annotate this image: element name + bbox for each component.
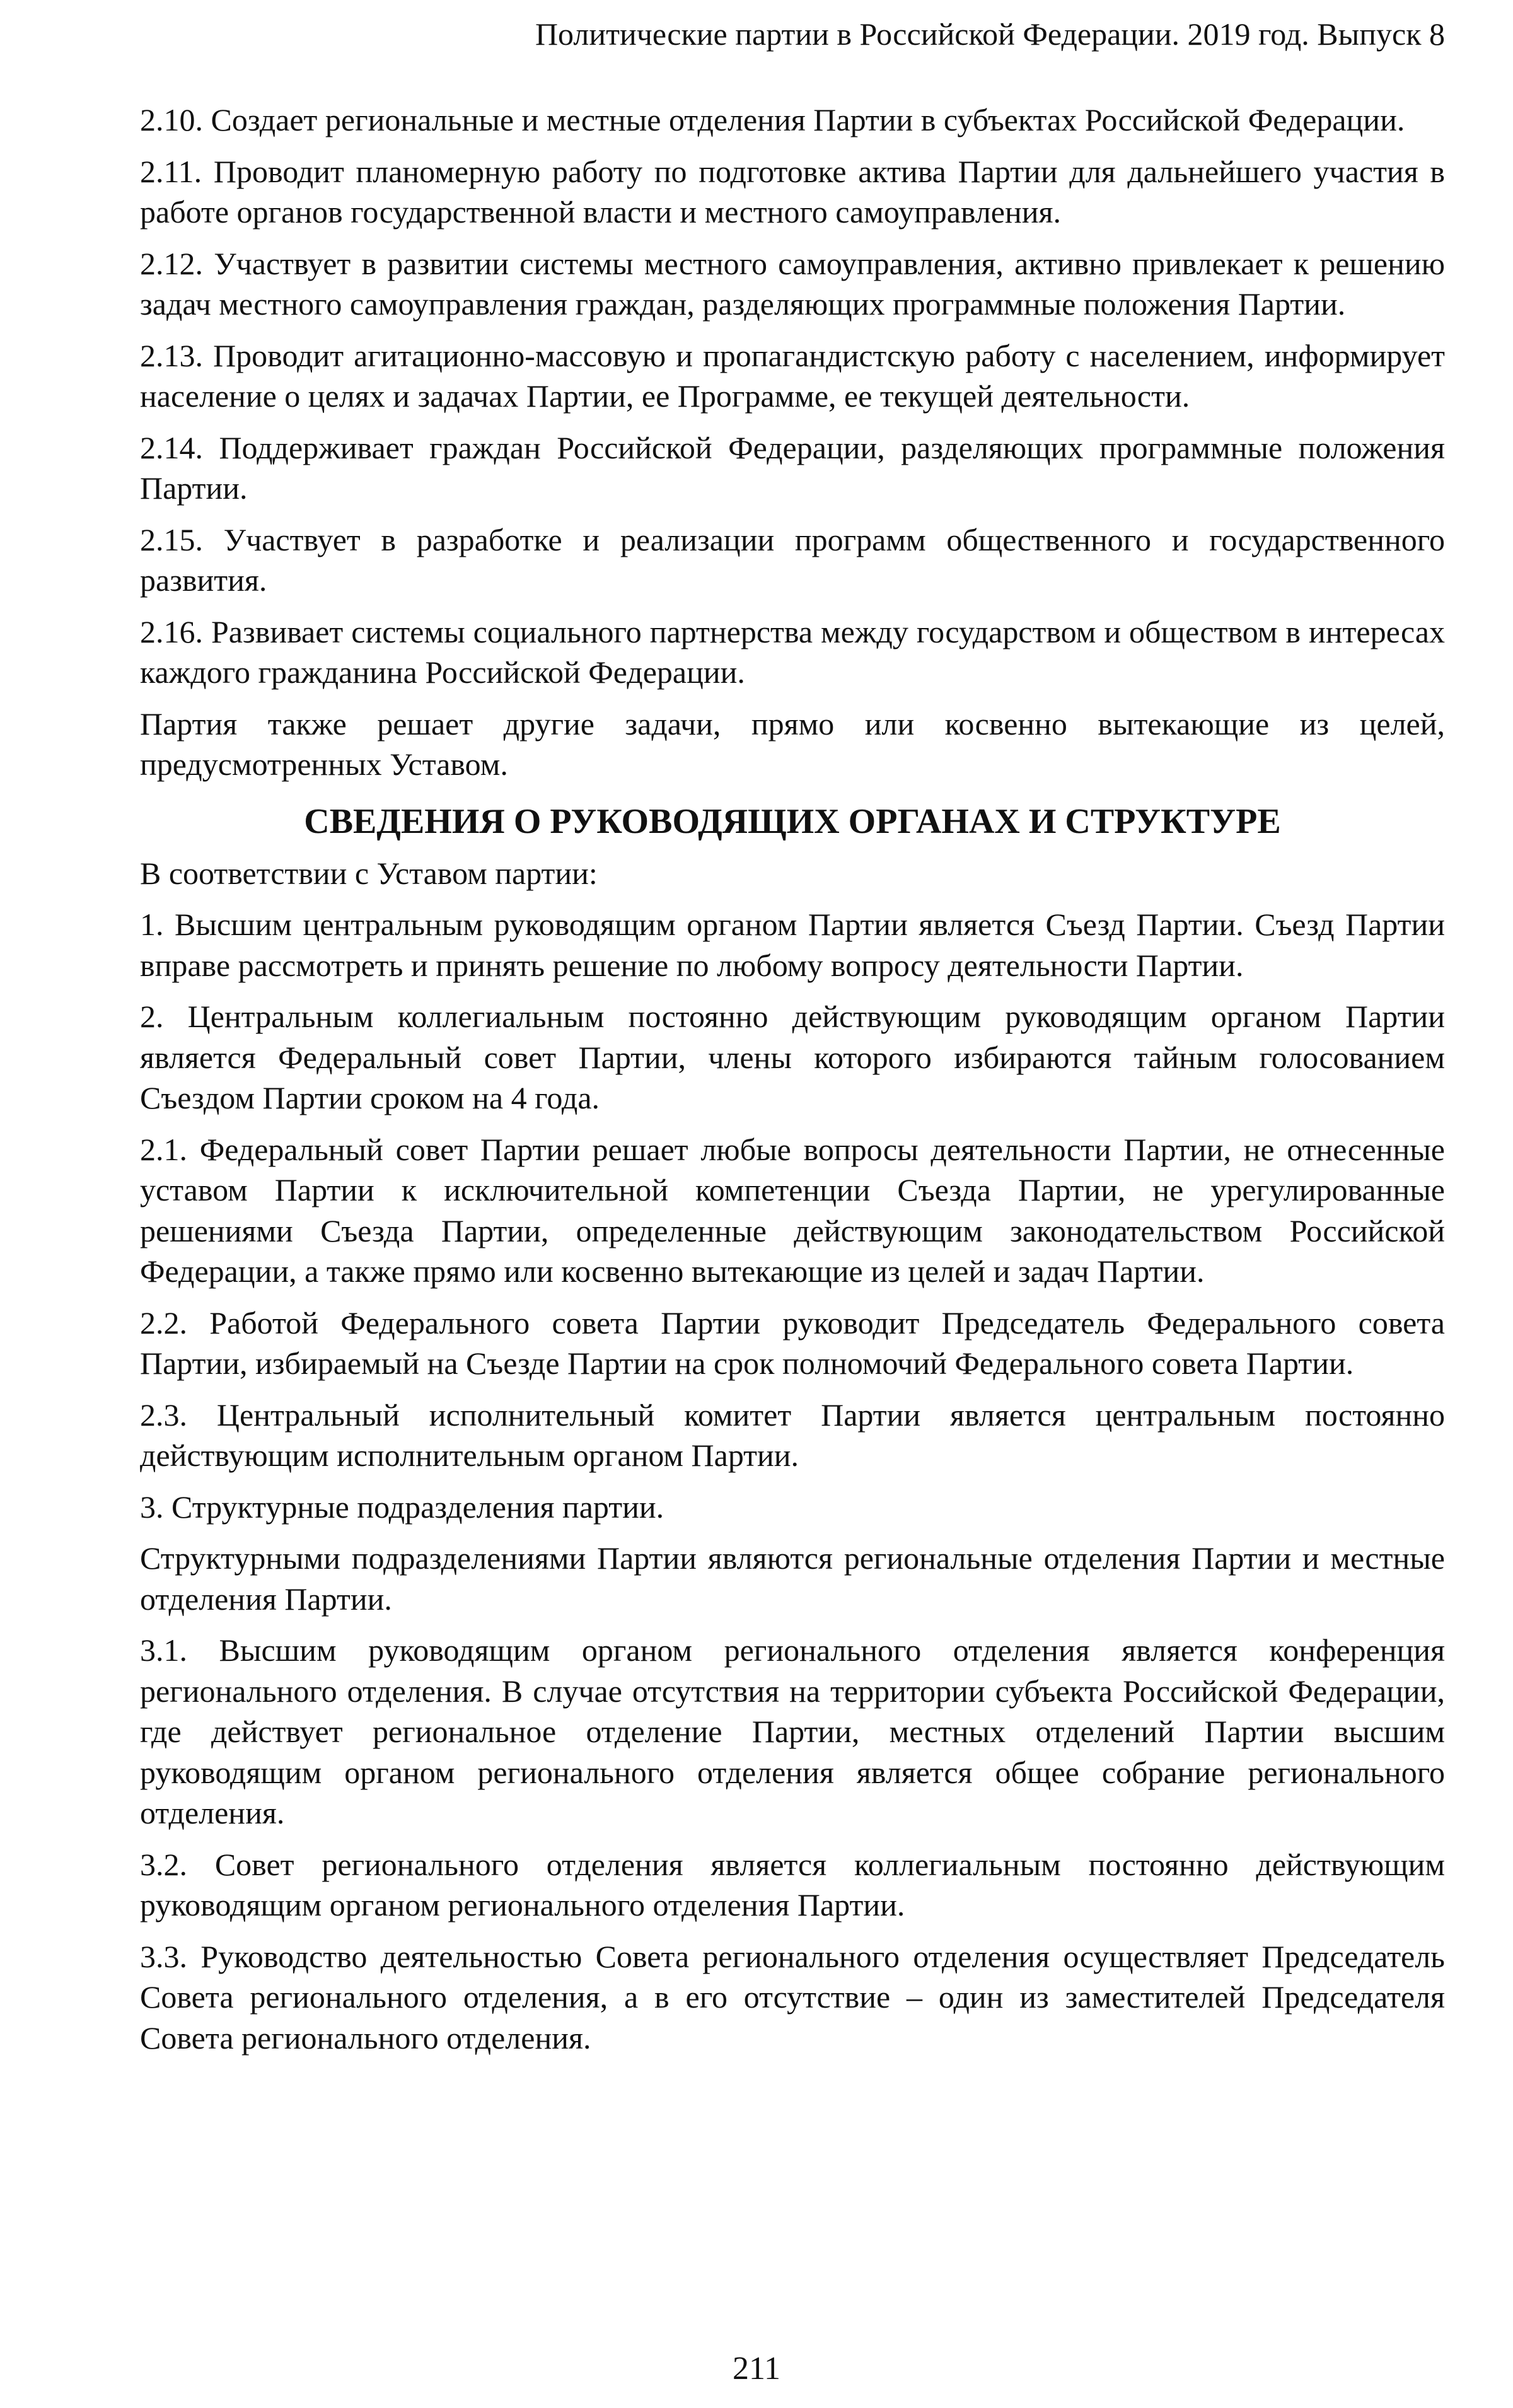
paragraph-2-10: 2.10. Создает региональные и местные отделения Партии в субъектах Российской Федерации. bbox=[140, 102, 1405, 137]
paragraph-3-2: 3.2. Совет регионального отделения является коллегиальным постоянно действующим руководящим органом регионального отделения Партии. bbox=[140, 1846, 1445, 1922]
paragraph-2-14: 2.14. Поддерживает граждан Российской Федерации, разделяющих программные положения Партии. bbox=[140, 429, 1445, 506]
paragraph-structural-units: Структурными подразделениями Партии являются региональные отделения Партии и местные отделения Партии. bbox=[140, 1540, 1445, 1617]
page-body bbox=[140, 100, 1445, 2069]
paragraph-2-11: 2.11. Проводит планомерную работу по подготовке актива Партии для дальнейшего участия в работе органов государственной власти и местного самоуправления. bbox=[140, 153, 1445, 230]
section-heading: СВЕДЕНИЯ О РУКОВОДЯЩИХ ОРГАНАХ И СТРУКТУРЕ bbox=[304, 801, 1281, 841]
paragraph-2-2: 2.2. Работой Федерального совета Партии руководит Председатель Федерального совета Партии, избираемый на Съезде Партии на срок полномочий Федерального совета Партии. bbox=[140, 1305, 1445, 1381]
paragraph-2-15: 2.15. Участвует в разработке и реализации программ общественного и государственного развития. bbox=[140, 521, 1445, 598]
paragraph-3-1: 3.1. Высшим руководящим органом регионального отделения является конференция регионального отделения. В случае отсутствия на территории субъекта Российской Федерации, где действует региональное отделение Партии, местных отделений Партии высшим руководящим органом регионального отделения является общее собрание регионального отделения. bbox=[140, 1632, 1445, 1830]
paragraph-2-1: 2.1. Федеральный совет Партии решает любые вопросы деятельности Партии, не отнесенные уставом Партии к исключительной компетенции Съезда Партии, не урегулированные решениями Съезда Партии, определенные действующим законодательством Российской Федерации, а также прямо или косвенно вытекающие из целей и задач Партии. bbox=[140, 1131, 1445, 1289]
paragraph-2-13: 2.13. Проводит агитационно-массовую и пропагандистскую работу с населением, информирует население о целях и задачах Партии, ее Программе, ее текущей деятельности. bbox=[140, 337, 1445, 414]
paragraph-2-12: 2.12. Участвует в развитии системы местного самоуправления, активно привлекает к решению задач местного самоуправления граждан, разделяющих программные положения Партии. bbox=[140, 245, 1445, 322]
paragraph-other-tasks: Партия также решает другие задачи, прямо или косвенно вытекающие из целей, предусмотренных Уставом. bbox=[140, 706, 1445, 782]
paragraph-3-3: 3.3. Руководство деятельностью Совета регионального отделения осуществляет Председатель Совета регионального отделения, а в его отсутствие – один из заместителей Председателя Совета регионального отделения. bbox=[140, 1938, 1445, 2056]
running-header: Политические партии в Российской Федерации. 2019 год. Выпуск 8 bbox=[535, 16, 1445, 52]
paragraph-3: 3. Структурные подразделения партии. bbox=[140, 1489, 664, 1525]
paragraph-2-16: 2.16. Развивает системы социального партнерства между государством и обществом в интересах каждого гражданина Российской Федерации. bbox=[140, 614, 1445, 690]
paragraph-2: 2. Центральным коллегиальным постоянно действующим руководящим органом Партии является Федеральный совет Партии, члены которого избираются тайным голосованием Съездом Партии сроком на 4 года. bbox=[140, 999, 1445, 1115]
goals-section bbox=[140, 100, 1445, 785]
paragraph-2-3: 2.3. Центральный исполнительный комитет Партии является центральным постоянно действующим исполнительным органом Партии. bbox=[140, 1397, 1445, 1473]
section-intro: В соответствии с Уставом партии: bbox=[140, 855, 598, 891]
paragraph-1: 1. Высшим центральным руководящим органом Партии является Съезд Партии. Съезд Партии вправе рассмотреть и принять решение по любому вопросу деятельности Партии. bbox=[140, 907, 1445, 983]
page-number: 211 bbox=[732, 2351, 781, 2387]
structure-section bbox=[140, 799, 1445, 2059]
